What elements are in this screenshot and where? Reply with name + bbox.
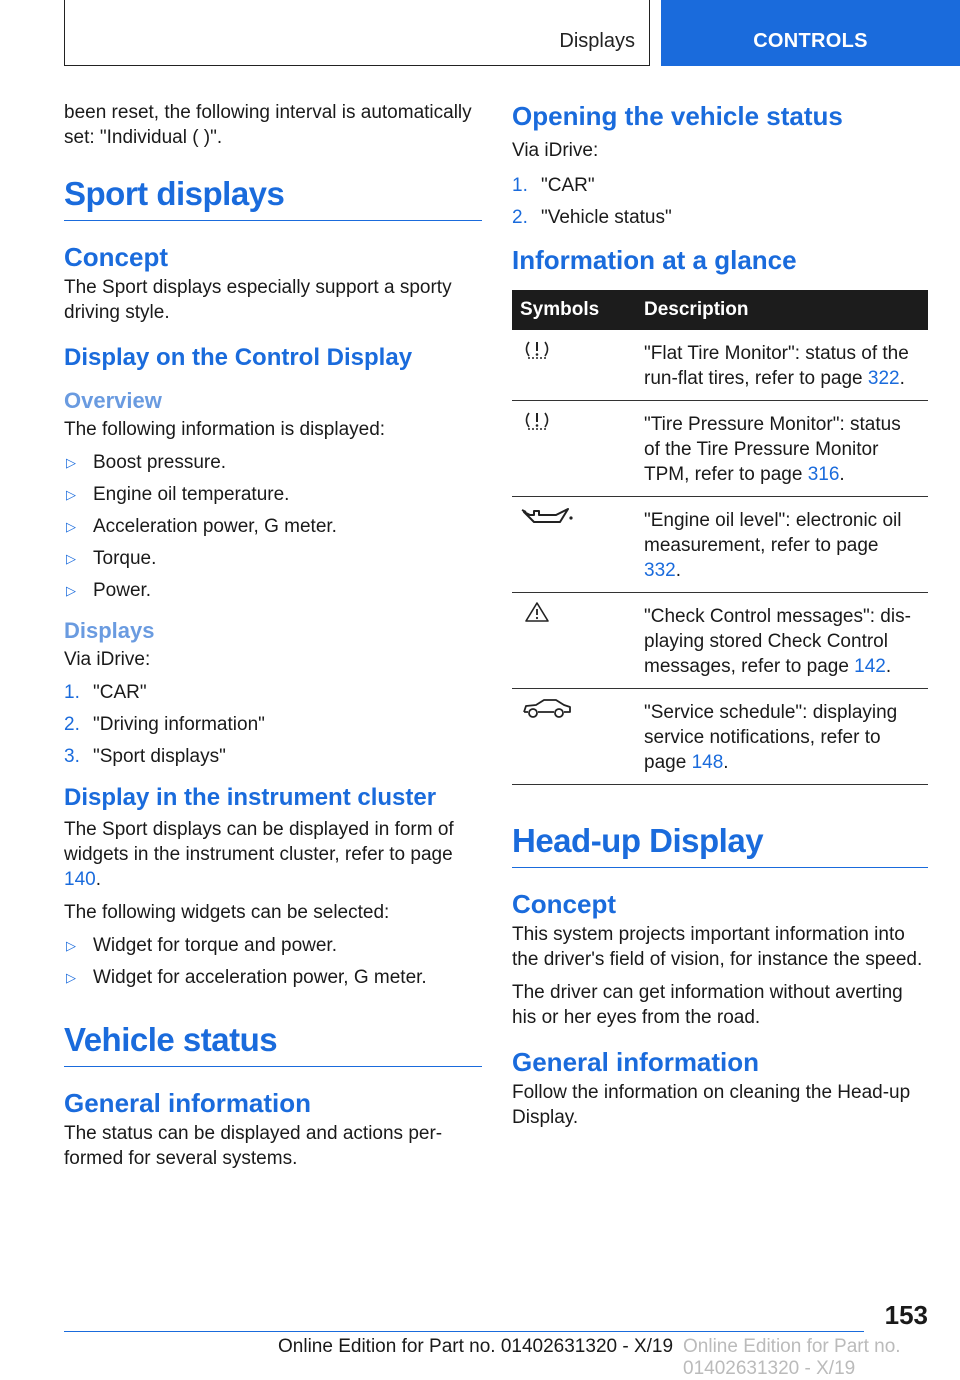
table-header-description: Description [636, 290, 928, 330]
control-display-heading: Display on the Control Display [64, 344, 413, 371]
widgets-paragraph: The following widgets can be selected: [64, 902, 390, 923]
instrument-cluster-paragraph: The Sport displays can be displayed in form of widgets in the instrument cluster, refer to page 140. [64, 819, 454, 890]
oil-can-icon [520, 503, 576, 529]
table-row [512, 689, 928, 785]
page-number: 153 [884, 1300, 928, 1330]
table-row [512, 401, 928, 497]
displays-paragraph: Via iDrive: [64, 649, 151, 670]
list-item: ▷ Acceleration power, G meter. [66, 516, 337, 537]
list-item: 2. "Vehicle status" [512, 207, 672, 228]
overview-heading: Overview [64, 388, 162, 413]
symbol-cell [512, 689, 636, 785]
information-glance-heading: Information at a glance [512, 245, 797, 275]
symbol-cell [512, 497, 636, 593]
watermark: Online Edition for Part no. 01402631320 - X/19 [683, 1336, 901, 1379]
hud-concept-paragraph-2: The driver can get information without averting his or her eyes from the road. [512, 982, 903, 1028]
triangle-bullet-icon: ▷ [66, 938, 76, 953]
concept-paragraph: The Sport displays especially support a sporty driving style. [64, 277, 452, 323]
triangle-bullet-icon: ▷ [66, 551, 76, 566]
opening-paragraph: Via iDrive: [512, 140, 599, 161]
intro-paragraph: been reset, the following interval is automatically set: "Individual ( )". [64, 102, 472, 148]
tire-pressure-warning-icon [520, 407, 554, 433]
header-chapter-tab[interactable] [661, 0, 960, 66]
description-cell: "Tire Pressure Monitor": status of the Tire Pressure Monitor TPM, refer to page 316. [636, 401, 928, 497]
table-row [512, 330, 928, 401]
list-item: ▷ Widget for acceleration power, G meter. [66, 967, 427, 988]
symbol-cell [512, 593, 636, 689]
table-header-symbols: Symbols [512, 290, 636, 330]
symbol-cell [512, 330, 636, 401]
page-link-322[interactable]: 322 [867, 368, 900, 389]
displays-heading: Displays [64, 618, 155, 643]
hud-general-information-heading: General information [512, 1047, 760, 1077]
triangle-bullet-icon: ▷ [66, 487, 76, 502]
list-item: 3. "Sport displays" [64, 746, 226, 767]
left-column [64, 100, 482, 1179]
description-cell: "Check Control messages": displaying stored Check Control messages, refer to page 142. [636, 593, 928, 689]
sport-displays-heading: Sport displays [64, 174, 482, 221]
hud-concept-heading: Concept [512, 889, 616, 919]
list-item: 2. "Driving information" [64, 714, 265, 735]
page-link-140[interactable]: 140 [64, 869, 96, 890]
list-item: ▷ Torque. [66, 548, 157, 569]
list-item: ▷ Boost pressure. [66, 452, 227, 473]
symbol-cell [512, 401, 636, 497]
list-item: ▷ Power. [66, 580, 152, 601]
triangle-bullet-icon: ▷ [66, 970, 76, 985]
general-information-heading: General information [64, 1088, 312, 1118]
triangle-bullet-icon: ▷ [66, 519, 76, 534]
opening-vehicle-status-heading: Opening the vehicle status [512, 101, 843, 131]
warning-triangle-icon [520, 599, 554, 625]
hud-general-information-paragraph: Follow the information on cleaning the Head-up Display. [512, 1082, 911, 1128]
description-cell: "Engine oil level": electronic oil measurement, refer to page 332. [636, 497, 928, 593]
edition-line: Online Edition for Part no. 01402631320 - X/19 [278, 1336, 674, 1357]
concept-heading: Concept [64, 242, 168, 272]
description-cell: "Service schedule": displaying service notifications, refer to page 148. [636, 689, 928, 785]
vehicle-status-heading: Vehicle status [64, 1020, 482, 1067]
table-header-row [512, 290, 928, 330]
table-row [512, 593, 928, 689]
general-information-paragraph: The status can be displayed and actions performed for several systems. [64, 1123, 443, 1169]
header-section-box [64, 0, 650, 66]
displays-steps [64, 680, 482, 769]
overview-paragraph: The following information is displayed: [64, 419, 386, 440]
list-item: ▷ Engine oil temperature. [66, 484, 290, 505]
page-link-148[interactable]: 148 [691, 752, 724, 773]
flat-tire-warning-icon [520, 336, 554, 362]
symbols-table [512, 290, 928, 785]
footer-divider [64, 1331, 864, 1332]
header-chapter-title: CONTROLS [753, 30, 868, 52]
right-column [512, 100, 928, 1138]
description-cell: "Flat Tire Monitor": status of the run-flat tires, refer to page 322. [636, 330, 928, 401]
list-item: 1. "CAR" [512, 175, 595, 196]
list-item: ▷ Widget for torque and power. [66, 935, 337, 956]
page-link-142[interactable]: 142 [854, 656, 886, 677]
header-section-title: Displays [559, 30, 635, 52]
car-service-icon [520, 695, 574, 721]
widgets-list [64, 933, 482, 990]
instrument-cluster-heading: Display in the instrument cluster [64, 784, 437, 811]
overview-list [64, 450, 482, 603]
triangle-bullet-icon: ▷ [66, 583, 76, 598]
triangle-bullet-icon: ▷ [66, 455, 76, 470]
head-up-display-heading: Head-up Display [512, 821, 928, 868]
page-link-316[interactable]: 316 [807, 464, 840, 485]
page-link-332[interactable]: 332 [644, 560, 676, 581]
hud-concept-paragraph-1: This system projects important information into the driver's field of vision, for instance the speed. [512, 924, 923, 970]
list-item: 1. "CAR" [64, 682, 147, 703]
opening-steps [512, 173, 928, 230]
table-row [512, 497, 928, 593]
